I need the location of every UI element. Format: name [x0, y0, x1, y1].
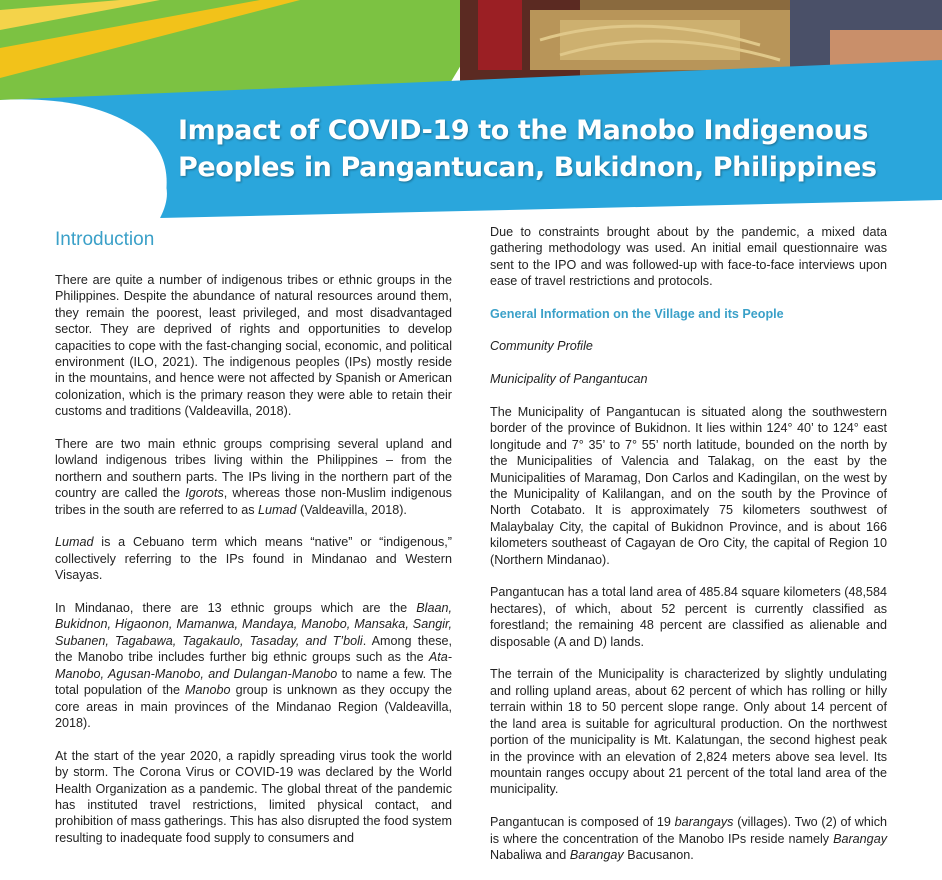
- paragraph: The terrain of the Municipality is characterized by slightly undulating and rolling upland areas, about 62 percent of which has rolling or hilly terrain within 18 to 50 percent slope range. Only about 14 percent of the land area is suitable for agricultural production. On the northwest portion of the municipality is Mt. Kalatungan, the second highest peak in the province with an elevation of 2,824 meters above sea level. Its mountain ranges occupy about 21 percent of the total land area of the municipality.: [490, 667, 887, 797]
- paragraph: Pangantucan is composed of 19 barangays (villages). Two (2) of which is where the concentration of the Manobo IPs reside namely Barangay Nabaliwa and Barangay Bacusanon.: [490, 815, 887, 862]
- document-title: Impact of COVID-19 to the Manobo Indigenous Peoples in Pangantucan, Bukidnon, Philippines: [178, 115, 877, 183]
- paragraph: Pangantucan has a total land area of 485.84 square kilometers (48,584 hectares), of which, about 52 percent is currently classified as forestland; the remaining 48 percent are classified as alienable and disposable (A and D) lands.: [490, 585, 887, 649]
- paragraph: The Municipality of Pangantucan is situated along the southwestern border of the province of Bukidnon. It lies within 124° 40’ to 124° east longitude and 7° 35’ to 7° 55’ north latitude, bounded on the north by the Municipalities of Valencia and Talakag, on the east by the Municipalities of Maramag, Don Carlos and Kadingilan, on the west by the Municipality of Kalilangan, and on the south by the Province of North Cotabato. It is approximately 75 kilometers southwest of Malaybalay City, the capital of Bukidnon Province, and is about 166 kilometers southeast of Cagayan de Oro City, the capital of Region 10 (Northern Mindanao).: [490, 405, 887, 567]
- paragraph: Lumad is a Cebuano term which means “native” or “indigenous,” collectively referring to the IPs found in Mindanao and Western Visayas.: [55, 535, 452, 583]
- banner-graphic: [0, 0, 942, 220]
- left-column: [55, 224, 452, 863]
- methodology-paragraph: Due to constraints brought about by the pandemic, a mixed data gathering methodology was used. An initial email questionnaire was sent to the IPO and was followed-up with face-to-face interviews upon ease of travel restrictions and protocols.: [490, 225, 887, 289]
- municipality-heading: Municipality of Pangantucan: [490, 372, 648, 387]
- header-banner: [0, 0, 942, 220]
- general-information-heading: General Information on the Village and its People: [490, 307, 784, 322]
- paragraph: There are quite a number of indigenous tribes or ethnic groups in the Philippines. Despite the abundance of natural resources around them, they remain the poorest, least privileged, and most disadvantaged sector. They are deprived of rights and opportunities to develop capacities to cope with the fast-changing social, economic, and political environment (ILO, 2021). The indigenous peoples (IPs) mostly reside in the mountains, and hence were not affected by Spanish or American colonization, which is the primary reason they were able to retain their customs and traditions (Valdeavilla, 2018).: [55, 273, 452, 419]
- introduction-heading: Introduction: [55, 229, 155, 250]
- right-column: [490, 224, 887, 880]
- paragraph: At the start of the year 2020, a rapidly spreading virus took the world by storm. The Corona Virus or COVID-19 was declared by the World Health Organization as a pandemic. The global threat of the pandemic has instituted travel restrictions, limited physical contact, and prohibition of mass gatherings. This has also disrupted the food system resulting to inadequate food supply to consumers and: [55, 748, 452, 845]
- paragraph: There are two main ethnic groups comprising several upland and lowland indigenous tribes living within the Philippines – from the northern and southern parts. The IPs living in the northern part of the country are called the Igorots, whereas those non-Muslim indigenous tribes in the south are referred to as Lumad (Valdeavilla, 2018).: [55, 437, 452, 517]
- paragraph: In Mindanao, there are 13 ethnic groups which are the Blaan, Bukidnon, Higaonon, Mamanwa, Mandaya, Manobo, Mansaka, Sangir, Subanen, Tagabawa, Tagakaulo, Tasaday, and T’boli. Among these, the Manobo tribe includes further big ethnic groups such as the Ata-Manobo, Agusan-Manobo, and Dulangan-Manobo to name a few. The total population of the Manobo group is unknown as they occupy the core areas in main provinces of the Mindanao Region (Valdeavilla, 2018).: [55, 601, 452, 730]
- community-profile-label: Community Profile: [490, 339, 593, 354]
